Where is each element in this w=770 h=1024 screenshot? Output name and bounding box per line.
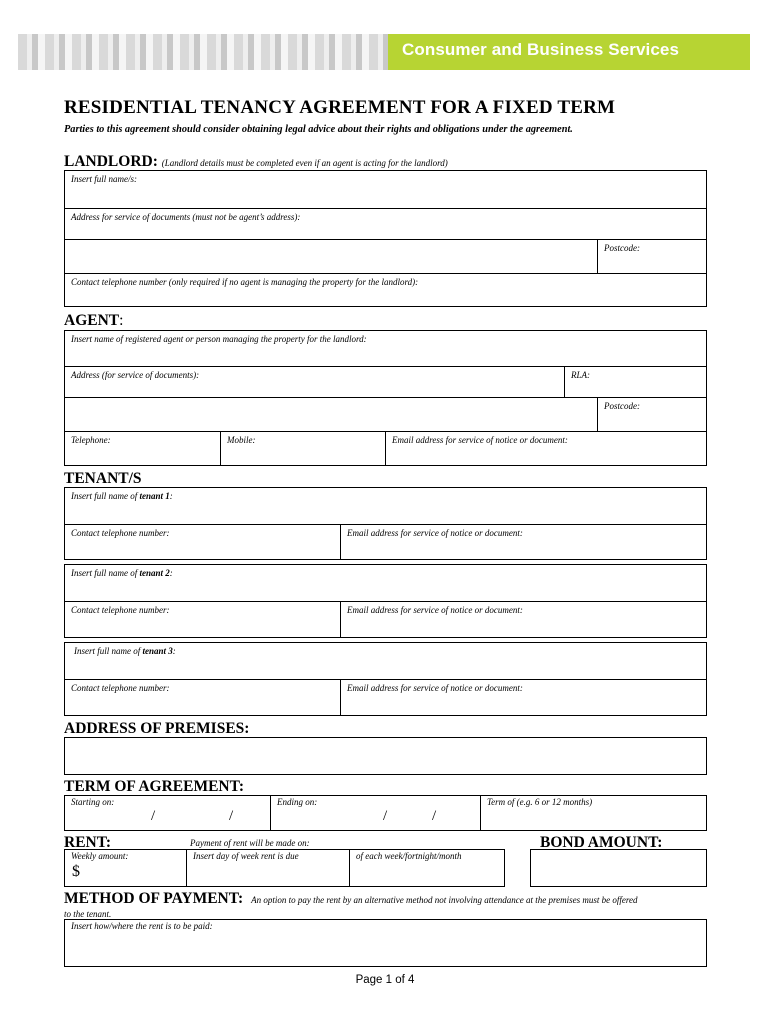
tenant-1-phone-field[interactable] bbox=[65, 524, 340, 559]
agent-postcode-label: Postcode: bbox=[604, 401, 640, 411]
tenant-1-box bbox=[64, 487, 707, 560]
tenant-3-box bbox=[64, 642, 707, 716]
rent-heading: RENT: bbox=[64, 834, 112, 851]
term-box bbox=[64, 795, 707, 831]
landlord-address-field[interactable] bbox=[65, 208, 706, 239]
landlord-heading bbox=[64, 153, 448, 171]
landlord-address-label: Address for service of documents (must not be agent’s address): bbox=[71, 212, 301, 222]
landlord-postcode-field[interactable] bbox=[597, 239, 706, 273]
rent-payment-note: Payment of rent will be made on: bbox=[190, 838, 310, 848]
rent-frequency-label: of each week/fortnight/month bbox=[356, 851, 462, 861]
agent-mobile-field[interactable] bbox=[220, 431, 385, 465]
agent-rla-label: RLA: bbox=[571, 370, 590, 380]
agent-telephone-label: Telephone: bbox=[71, 435, 111, 445]
agent-heading-colon: : bbox=[119, 312, 124, 329]
tenant-2-phone-field[interactable] bbox=[65, 601, 340, 637]
page-number: Page 1 of 4 bbox=[355, 974, 415, 986]
tenant-2-name-suffix: : bbox=[169, 568, 173, 578]
rent-due-day-label: Insert day of week rent is due bbox=[193, 851, 299, 861]
agent-address-label: Address (for service of documents): bbox=[71, 370, 200, 380]
landlord-heading-text: LANDLORD bbox=[64, 153, 153, 170]
tenants-heading: TENANT/S bbox=[64, 470, 142, 487]
brand-name: Consumer and Business Services bbox=[402, 40, 680, 59]
tenant-1-email-field[interactable] bbox=[340, 524, 706, 559]
tenant-3-name-prefix: Insert full name of bbox=[74, 646, 143, 656]
tenant-3-email-field[interactable] bbox=[340, 679, 706, 715]
rent-currency: $ bbox=[72, 863, 80, 880]
tenant-2-name-prefix: Insert full name of bbox=[71, 568, 140, 578]
term-start-label: Starting on: bbox=[71, 797, 115, 807]
payment-heading-block bbox=[64, 890, 714, 907]
term-end-slash-2: / bbox=[432, 808, 437, 824]
landlord-phone-label: Contact telephone number (only required if no agent is managing the property for the landlord): bbox=[71, 277, 419, 287]
header-stripes bbox=[18, 34, 388, 70]
payment-howwhere-label: Insert how/where the rent is to be paid: bbox=[71, 921, 213, 931]
term-start-slash-1: / bbox=[151, 808, 156, 824]
page-title: RESIDENTIAL TENANCY AGREEMENT FOR A FIXED TERM bbox=[64, 97, 616, 118]
tenant-3-email-label: Email address for service of notice or document: bbox=[347, 683, 523, 693]
page-subtitle: Parties to this agreement should consider obtaining legal advice about their rights and obligations under the agreement. bbox=[64, 124, 573, 135]
payment-method-field[interactable] bbox=[64, 919, 707, 967]
tenant-1-name-field[interactable] bbox=[65, 488, 706, 524]
payment-heading: METHOD OF PAYMENT: bbox=[64, 890, 244, 907]
tenant-1-phone-label: Contact telephone number: bbox=[71, 528, 170, 538]
rent-weekly-label: Weekly amount: bbox=[71, 851, 129, 861]
tenant-2-phone-label: Contact telephone number: bbox=[71, 605, 170, 615]
tenant-1-name-suffix: : bbox=[169, 491, 173, 501]
payment-note-line2: to the tenant. bbox=[64, 909, 112, 919]
premises-heading: ADDRESS OF PREMISES: bbox=[64, 720, 250, 737]
agent-address-field[interactable] bbox=[65, 366, 564, 397]
landlord-name-label: Insert full name/s: bbox=[71, 174, 137, 184]
agent-heading bbox=[64, 312, 123, 330]
rent-frequency-field[interactable] bbox=[349, 850, 504, 886]
agent-email-label: Email address for service of notice or document: bbox=[392, 435, 568, 445]
agent-heading-text: AGENT bbox=[64, 312, 120, 329]
agent-postcode-field[interactable] bbox=[597, 397, 706, 431]
rent-weekly-amount-field[interactable] bbox=[65, 850, 186, 886]
bond-amount-field[interactable] bbox=[530, 849, 707, 887]
term-start-slash-2: / bbox=[229, 808, 234, 824]
agent-mobile-label: Mobile: bbox=[227, 435, 256, 445]
landlord-phone-field[interactable] bbox=[65, 273, 706, 306]
landlord-note: (Landlord details must be completed even if an agent is acting for the landlord) bbox=[161, 158, 448, 168]
rent-box bbox=[64, 849, 505, 887]
agent-email-field[interactable] bbox=[385, 431, 706, 465]
tenant-1-name-prefix: Insert full name of bbox=[71, 491, 140, 501]
tenant-3-name-field[interactable] bbox=[65, 643, 706, 679]
rent-due-day-field[interactable] bbox=[186, 850, 349, 886]
landlord-address-line2-field[interactable] bbox=[65, 239, 597, 273]
agent-telephone-field[interactable] bbox=[65, 431, 220, 465]
agent-rla-field[interactable] bbox=[564, 366, 706, 397]
tenant-3-phone-field[interactable] bbox=[65, 679, 340, 715]
term-end-slash-1: / bbox=[383, 808, 388, 824]
payment-note-line1: An option to pay the rent by an alternative method not involving attendance at the premises must be offered bbox=[251, 895, 638, 905]
agent-name-field[interactable] bbox=[65, 331, 706, 366]
landlord-postcode-label: Postcode: bbox=[604, 243, 640, 253]
term-length-field[interactable] bbox=[480, 796, 706, 830]
tenant-2-email-field[interactable] bbox=[340, 601, 706, 637]
tenant-3-label: tenant 3 bbox=[142, 646, 173, 656]
bond-heading: BOND AMOUNT: bbox=[540, 834, 663, 851]
agent-name-label: Insert name of registered agent or person managing the property for the landlord: bbox=[71, 334, 367, 344]
landlord-heading-colon: : bbox=[152, 153, 158, 170]
agent-box bbox=[64, 330, 707, 466]
landlord-box bbox=[64, 170, 707, 307]
term-length-label: Term of (e.g. 6 or 12 months) bbox=[487, 797, 593, 807]
tenant-2-label: tenant 2 bbox=[139, 568, 170, 578]
tenant-2-box bbox=[64, 564, 707, 638]
tenant-3-phone-label: Contact telephone number: bbox=[71, 683, 170, 693]
tenant-2-name-field[interactable] bbox=[65, 565, 706, 601]
tenant-3-name-suffix: : bbox=[172, 646, 176, 656]
term-heading: TERM OF AGREEMENT: bbox=[64, 778, 244, 795]
premises-address-field[interactable] bbox=[64, 737, 707, 775]
term-end-field[interactable] bbox=[270, 796, 480, 830]
term-start-field[interactable] bbox=[65, 796, 270, 830]
term-end-label: Ending on: bbox=[277, 797, 318, 807]
tenant-2-email-label: Email address for service of notice or document: bbox=[347, 605, 523, 615]
agent-address-line2-field[interactable] bbox=[65, 397, 597, 431]
tenant-1-email-label: Email address for service of notice or document: bbox=[347, 528, 523, 538]
landlord-name-field[interactable] bbox=[65, 171, 706, 208]
tenant-1-label: tenant 1 bbox=[139, 491, 170, 501]
